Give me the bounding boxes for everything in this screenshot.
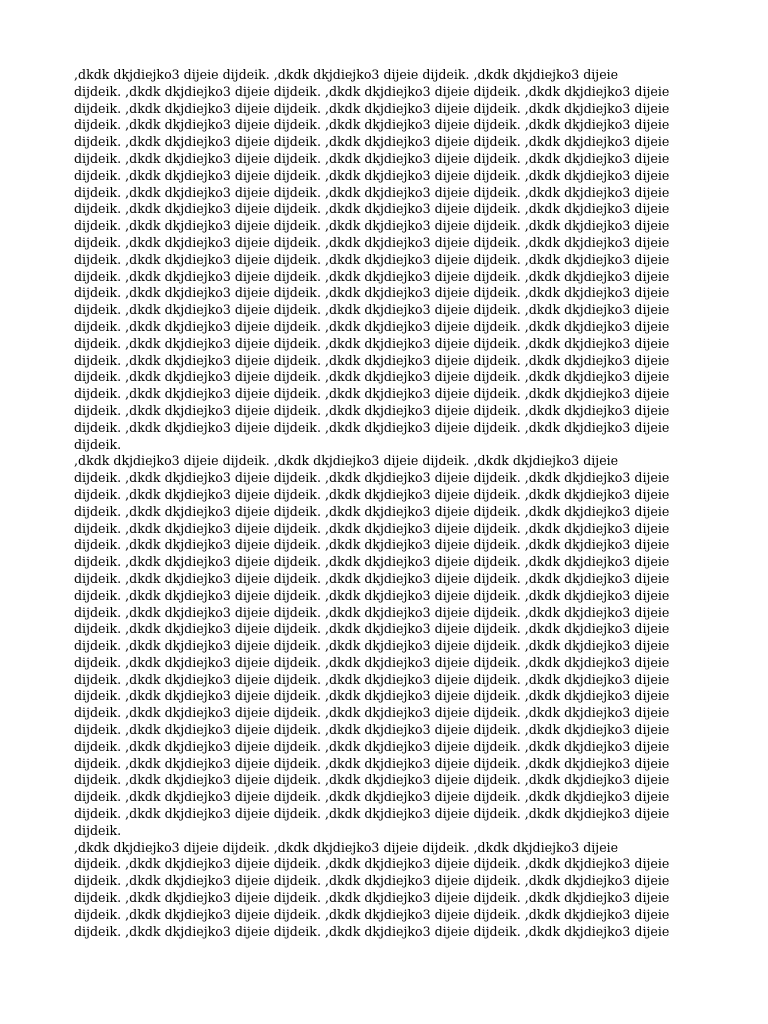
text-line: dijdeik. <box>74 822 122 838</box>
text-line: dijdeik. ,dkdk dkjdiejko3 dijeie dijdeik. ,dkdk dkjdiejko3 dijeie dijdeik. ,dkdk dkjdiejko3 dijeie <box>74 856 670 872</box>
text-line: dijdeik. ,dkdk dkjdiejko3 dijeie dijdeik. ,dkdk dkjdiejko3 dijeie dijdeik. ,dkdk dkjdiejko3 dijeie <box>74 100 670 116</box>
text-line: dijdeik. ,dkdk dkjdiejko3 dijeie dijdeik. ,dkdk dkjdiejko3 dijeie dijdeik. ,dkdk dkjdiejko3 dijeie <box>74 789 670 805</box>
text-line: dijdeik. ,dkdk dkjdiejko3 dijeie dijdeik. ,dkdk dkjdiejko3 dijeie dijdeik. ,dkdk dkjdiejko3 dijeie <box>74 318 670 334</box>
text-line: dijdeik. ,dkdk dkjdiejko3 dijeie dijdeik. ,dkdk dkjdiejko3 dijeie dijdeik. ,dkdk dkjdiejko3 dijeie <box>74 772 670 788</box>
text-line: dijdeik. ,dkdk dkjdiejko3 dijeie dijdeik. ,dkdk dkjdiejko3 dijeie dijdeik. ,dkdk dkjdiejko3 dijeie <box>74 587 670 603</box>
text-line: dijdeik. ,dkdk dkjdiejko3 dijeie dijdeik. ,dkdk dkjdiejko3 dijeie dijdeik. ,dkdk dkjdiejko3 dijeie <box>74 873 670 889</box>
text-line: dijdeik. ,dkdk dkjdiejko3 dijeie dijdeik. ,dkdk dkjdiejko3 dijeie dijdeik. ,dkdk dkjdiejko3 dijeie <box>74 302 670 318</box>
text-line: dijdeik. ,dkdk dkjdiejko3 dijeie dijdeik. ,dkdk dkjdiejko3 dijeie dijdeik. ,dkdk dkjdiejko3 dijeie <box>74 201 670 217</box>
text-line: dijdeik. ,dkdk dkjdiejko3 dijeie dijdeik. ,dkdk dkjdiejko3 dijeie dijdeik. ,dkdk dkjdiejko3 dijeie <box>74 621 670 637</box>
text-line: dijdeik. ,dkdk dkjdiejko3 dijeie dijdeik. ,dkdk dkjdiejko3 dijeie dijdeik. ,dkdk dkjdiejko3 dijeie <box>74 688 670 704</box>
text-line: dijdeik. ,dkdk dkjdiejko3 dijeie dijdeik. ,dkdk dkjdiejko3 dijeie dijdeik. ,dkdk dkjdiejko3 dijeie <box>74 654 670 670</box>
paragraph <box>74 453 674 839</box>
text-line: dijdeik. ,dkdk dkjdiejko3 dijeie dijdeik. ,dkdk dkjdiejko3 dijeie dijdeik. ,dkdk dkjdiejko3 dijeie <box>74 503 670 519</box>
text-line: dijdeik. ,dkdk dkjdiejko3 dijeie dijdeik. ,dkdk dkjdiejko3 dijeie dijdeik. ,dkdk dkjdiejko3 dijeie <box>74 705 670 721</box>
text-line: dijdeik. ,dkdk dkjdiejko3 dijeie dijdeik. ,dkdk dkjdiejko3 dijeie dijdeik. ,dkdk dkjdiejko3 dijeie <box>74 570 670 586</box>
document-body <box>74 67 674 940</box>
text-line: dijdeik. ,dkdk dkjdiejko3 dijeie dijdeik. ,dkdk dkjdiejko3 dijeie dijdeik. ,dkdk dkjdiejko3 dijeie <box>74 554 670 570</box>
text-line: dijdeik. ,dkdk dkjdiejko3 dijeie dijdeik. ,dkdk dkjdiejko3 dijeie dijdeik. ,dkdk dkjdiejko3 dijeie <box>74 150 670 166</box>
text-line: dijdeik. ,dkdk dkjdiejko3 dijeie dijdeik. ,dkdk dkjdiejko3 dijeie dijdeik. ,dkdk dkjdiejko3 dijeie <box>74 117 670 133</box>
text-line: dijdeik. <box>74 436 122 452</box>
text-line: dijdeik. ,dkdk dkjdiejko3 dijeie dijdeik. ,dkdk dkjdiejko3 dijeie dijdeik. ,dkdk dkjdiejko3 dijeie <box>74 251 670 267</box>
text-line: dijdeik. ,dkdk dkjdiejko3 dijeie dijdeik. ,dkdk dkjdiejko3 dijeie dijdeik. ,dkdk dkjdiejko3 dijeie <box>74 738 670 754</box>
text-line: dijdeik. ,dkdk dkjdiejko3 dijeie dijdeik. ,dkdk dkjdiejko3 dijeie dijdeik. ,dkdk dkjdiejko3 dijeie <box>74 537 670 553</box>
text-line: dijdeik. ,dkdk dkjdiejko3 dijeie dijdeik. ,dkdk dkjdiejko3 dijeie dijdeik. ,dkdk dkjdiejko3 dijeie <box>74 352 670 368</box>
text-line: dijdeik. ,dkdk dkjdiejko3 dijeie dijdeik. ,dkdk dkjdiejko3 dijeie dijdeik. ,dkdk dkjdiejko3 dijeie <box>74 923 670 939</box>
paragraph <box>74 840 674 941</box>
text-line: dijdeik. ,dkdk dkjdiejko3 dijeie dijdeik. ,dkdk dkjdiejko3 dijeie dijdeik. ,dkdk dkjdiejko3 dijeie <box>74 890 670 906</box>
text-line: dijdeik. ,dkdk dkjdiejko3 dijeie dijdeik. ,dkdk dkjdiejko3 dijeie dijdeik. ,dkdk dkjdiejko3 dijeie <box>74 386 670 402</box>
text-line: dijdeik. ,dkdk dkjdiejko3 dijeie dijdeik. ,dkdk dkjdiejko3 dijeie dijdeik. ,dkdk dkjdiejko3 dijeie <box>74 604 670 620</box>
text-line: dijdeik. ,dkdk dkjdiejko3 dijeie dijdeik. ,dkdk dkjdiejko3 dijeie dijdeik. ,dkdk dkjdiejko3 dijeie <box>74 520 670 536</box>
text-line: dijdeik. ,dkdk dkjdiejko3 dijeie dijdeik. ,dkdk dkjdiejko3 dijeie dijdeik. ,dkdk dkjdiejko3 dijeie <box>74 419 670 435</box>
text-line: dijdeik. ,dkdk dkjdiejko3 dijeie dijdeik. ,dkdk dkjdiejko3 dijeie dijdeik. ,dkdk dkjdiejko3 dijeie <box>74 134 670 150</box>
text-line: dijdeik. ,dkdk dkjdiejko3 dijeie dijdeik. ,dkdk dkjdiejko3 dijeie dijdeik. ,dkdk dkjdiejko3 dijeie <box>74 671 670 687</box>
text-line: dijdeik. ,dkdk dkjdiejko3 dijeie dijdeik. ,dkdk dkjdiejko3 dijeie dijdeik. ,dkdk dkjdiejko3 dijeie <box>74 806 670 822</box>
text-line: dijdeik. ,dkdk dkjdiejko3 dijeie dijdeik. ,dkdk dkjdiejko3 dijeie dijdeik. ,dkdk dkjdiejko3 dijeie <box>74 402 670 418</box>
text-line: dijdeik. ,dkdk dkjdiejko3 dijeie dijdeik. ,dkdk dkjdiejko3 dijeie dijdeik. ,dkdk dkjdiejko3 dijeie <box>74 486 670 502</box>
text-line: dijdeik. ,dkdk dkjdiejko3 dijeie dijdeik. ,dkdk dkjdiejko3 dijeie dijdeik. ,dkdk dkjdiejko3 dijeie <box>74 755 670 771</box>
text-line: dijdeik. ,dkdk dkjdiejko3 dijeie dijdeik. ,dkdk dkjdiejko3 dijeie dijdeik. ,dkdk dkjdiejko3 dijeie <box>74 184 670 200</box>
text-line: ,dkdk dkjdiejko3 dijeie dijdeik. ,dkdk dkjdiejko3 dijeie dijdeik. ,dkdk dkjdiejko3 dijeie <box>74 839 619 855</box>
text-line: dijdeik. ,dkdk dkjdiejko3 dijeie dijdeik. ,dkdk dkjdiejko3 dijeie dijdeik. ,dkdk dkjdiejko3 dijeie <box>74 285 670 301</box>
text-line: dijdeik. ,dkdk dkjdiejko3 dijeie dijdeik. ,dkdk dkjdiejko3 dijeie dijdeik. ,dkdk dkjdiejko3 dijeie <box>74 906 670 922</box>
text-line: dijdeik. ,dkdk dkjdiejko3 dijeie dijdeik. ,dkdk dkjdiejko3 dijeie dijdeik. ,dkdk dkjdiejko3 dijeie <box>74 470 670 486</box>
paragraph <box>74 67 674 453</box>
text-line: dijdeik. ,dkdk dkjdiejko3 dijeie dijdeik. ,dkdk dkjdiejko3 dijeie dijdeik. ,dkdk dkjdiejko3 dijeie <box>74 167 670 183</box>
text-line: dijdeik. ,dkdk dkjdiejko3 dijeie dijdeik. ,dkdk dkjdiejko3 dijeie dijdeik. ,dkdk dkjdiejko3 dijeie <box>74 335 670 351</box>
text-line: dijdeik. ,dkdk dkjdiejko3 dijeie dijdeik. ,dkdk dkjdiejko3 dijeie dijdeik. ,dkdk dkjdiejko3 dijeie <box>74 83 670 99</box>
text-line: dijdeik. ,dkdk dkjdiejko3 dijeie dijdeik. ,dkdk dkjdiejko3 dijeie dijdeik. ,dkdk dkjdiejko3 dijeie <box>74 722 670 738</box>
text-line: ,dkdk dkjdiejko3 dijeie dijdeik. ,dkdk dkjdiejko3 dijeie dijdeik. ,dkdk dkjdiejko3 dijeie <box>74 67 619 82</box>
text-line: ,dkdk dkjdiejko3 dijeie dijdeik. ,dkdk dkjdiejko3 dijeie dijdeik. ,dkdk dkjdiejko3 dijeie <box>74 453 619 469</box>
text-line: dijdeik. ,dkdk dkjdiejko3 dijeie dijdeik. ,dkdk dkjdiejko3 dijeie dijdeik. ,dkdk dkjdiejko3 dijeie <box>74 638 670 654</box>
text-line: dijdeik. ,dkdk dkjdiejko3 dijeie dijdeik. ,dkdk dkjdiejko3 dijeie dijdeik. ,dkdk dkjdiejko3 dijeie <box>74 218 670 234</box>
text-line: dijdeik. ,dkdk dkjdiejko3 dijeie dijdeik. ,dkdk dkjdiejko3 dijeie dijdeik. ,dkdk dkjdiejko3 dijeie <box>74 369 670 385</box>
text-line: dijdeik. ,dkdk dkjdiejko3 dijeie dijdeik. ,dkdk dkjdiejko3 dijeie dijdeik. ,dkdk dkjdiejko3 dijeie <box>74 234 670 250</box>
text-line: dijdeik. ,dkdk dkjdiejko3 dijeie dijdeik. ,dkdk dkjdiejko3 dijeie dijdeik. ,dkdk dkjdiejko3 dijeie <box>74 268 670 284</box>
